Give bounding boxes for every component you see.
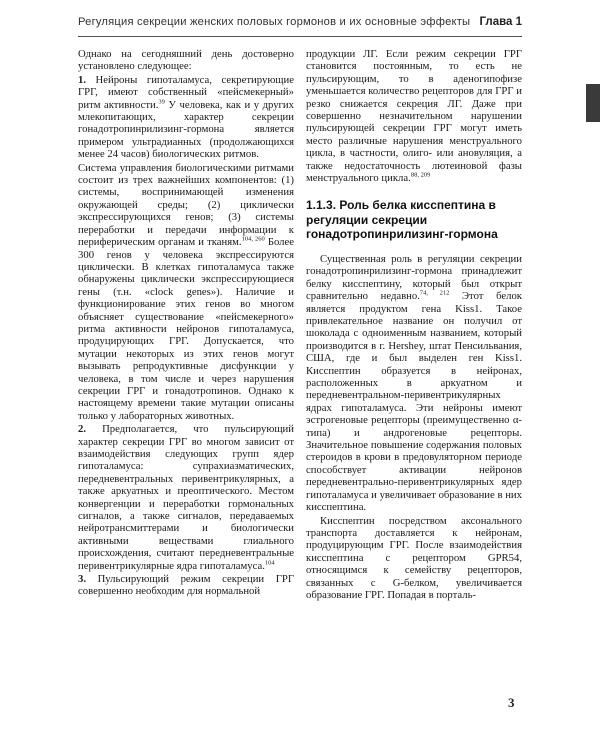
reference-marker: 104, 260 — [241, 235, 265, 243]
paragraph — [306, 515, 522, 602]
list-number: 3. — [78, 573, 87, 586]
reference-marker: 74, 212 — [419, 289, 450, 297]
paragraph — [78, 423, 294, 572]
running-header-title: Регуляция секреции женских половых гормонов и их основные эффекты — [78, 16, 471, 28]
page-number: 3 — [508, 695, 515, 710]
paragraph-text: продукции ЛГ. Если режим секреции ГРГ становится постоянным, то есть не пульсирующим, то в аденогипофизе уменьшается количество рецепторов для ГРГ и резко снижается секреция ЛГ. Даже при совершенно незначительном нарушении пульсирующей секреции ГРГ могут иметь место различные нарушения менструального цикла, в частности, олиго- или ановуляция, а также недостаточность лютеиновой фазы менструального цикла. — [306, 48, 522, 185]
running-header — [78, 14, 522, 37]
reference-marker: 88, 209 — [410, 171, 431, 179]
chapter-label: Глава 1 — [479, 16, 522, 28]
paragraph — [78, 48, 294, 73]
paragraph-text: Существенная роль в регуляции секреции гонадотропинрилизинг-гормона принадлежит белку кисспептину, который был открыт сравнительно недавно. — [306, 252, 522, 303]
chapter-thumb-tab — [586, 84, 600, 122]
reference-marker: 39 — [158, 98, 165, 106]
paragraph — [306, 253, 522, 514]
paragraph-text: Система управления биологическими ритмами состоит из трех важнейших компонентов: (1) системы, воспринимающей изменения окружающей среды; (2) циклически экспрессирующихся генов; (3) системы переработки и передачи информации к периферическим органам и тканям. — [78, 161, 294, 249]
paragraph — [78, 162, 294, 423]
paragraph-text: Пульсирующий режим секреции ГРГ совершенно необходим для нормальной — [78, 573, 294, 598]
paragraph — [78, 573, 294, 598]
reference-marker: 104 — [264, 559, 275, 567]
paragraph — [78, 74, 294, 161]
list-number: 1. — [78, 73, 87, 86]
paragraph-text: Нейроны гипоталамуса, секретирующие ГРГ, имеют собственный «пейсмекерный» ритм активности. — [78, 73, 294, 111]
section-heading: 1.1.3. Роль белка кисспептина в регуляции секреции гонадотропинрилизинг-гормона — [306, 198, 498, 242]
list-number: 2. — [78, 423, 87, 436]
paragraph-text: Кисспептин посредством аксонального транспорта доставляется к нейронам, продуцирующим ГРГ. После взаимодействия кисспептина с рецептором GPR54, относящимся к семейству рецепторов, связанных с G-белком, увеличивается образование ГРГ. Попадая в порталь- — [306, 514, 522, 601]
left-column — [78, 48, 294, 598]
paragraph-text: Предполагается, что пульсирующий характер секреции ГРГ во многом зависит от взаимодействия следующих групп ядер гипоталамуса: супрахиазматических, передневентральных перивентрикулярных, а также аркуатных и преоптического. Местом конвергенции и переработки гормональных сигналов, а также сигналов, передаваемых нейротрансмиттерами и биологически активными веществами глиального происхождения, считают передневентральные перивентрикулярные ядра гипоталамуса. — [78, 423, 294, 572]
paragraph-text: Этот белок является продуктом гена Kiss1. Такое привлекательное название он получил от шоколада с одноименным названием, который производится в г. Hershey, штат Пенсильвания, США, где и был выделен ген Kiss1. Кисспептин образуется в нейронах, расположенных в аркуатном и передневентральном-перивентрикулярных ядрах гипоталамуса. Эти нейроны имеют эстрогеновые рецепторы (преимущественно α-типа) и андрогеновые рецепторы. Значительное повышение содержания половых стероидов в крови в предовуляторном периоде способствует активации нейронов передневентрально-перивентрикулярных ядер гипоталамуса и увеличивает образование в них кисспептина. — [306, 290, 522, 514]
paragraph-text: Однако на сегодняшний день достоверно установлено следующее: — [78, 48, 294, 73]
right-column — [306, 48, 522, 601]
paragraph — [306, 48, 522, 184]
paragraph-text: Более 300 генов у человека экспрессируются циклически. В клетках гипоталамуса также обнаружены циклически экспрессирующиеся гены (т.н. «clock genes»). Наличие и функционирование этих генов во многом объясняет существование «пейсмекерного» ритма активности нейронов гипоталамуса, продуцирующих ГРГ. Допускается, что мутации некоторых из этих генов могут вызывать репродуктивные дисфункции у человека, в том числе и через нарушения секреции ГРГ и гонадотропинов. Однако к настоящему времени такие мутации описаны только у лабораторных животных. — [78, 236, 295, 422]
paragraph-text: У человека, как и у других млекопитающих, характер секреции гонадотропинрилизинг-гормона является примером ультрадианных (продолжающихся менее 24 часов) биологических ритмов. — [78, 98, 294, 161]
